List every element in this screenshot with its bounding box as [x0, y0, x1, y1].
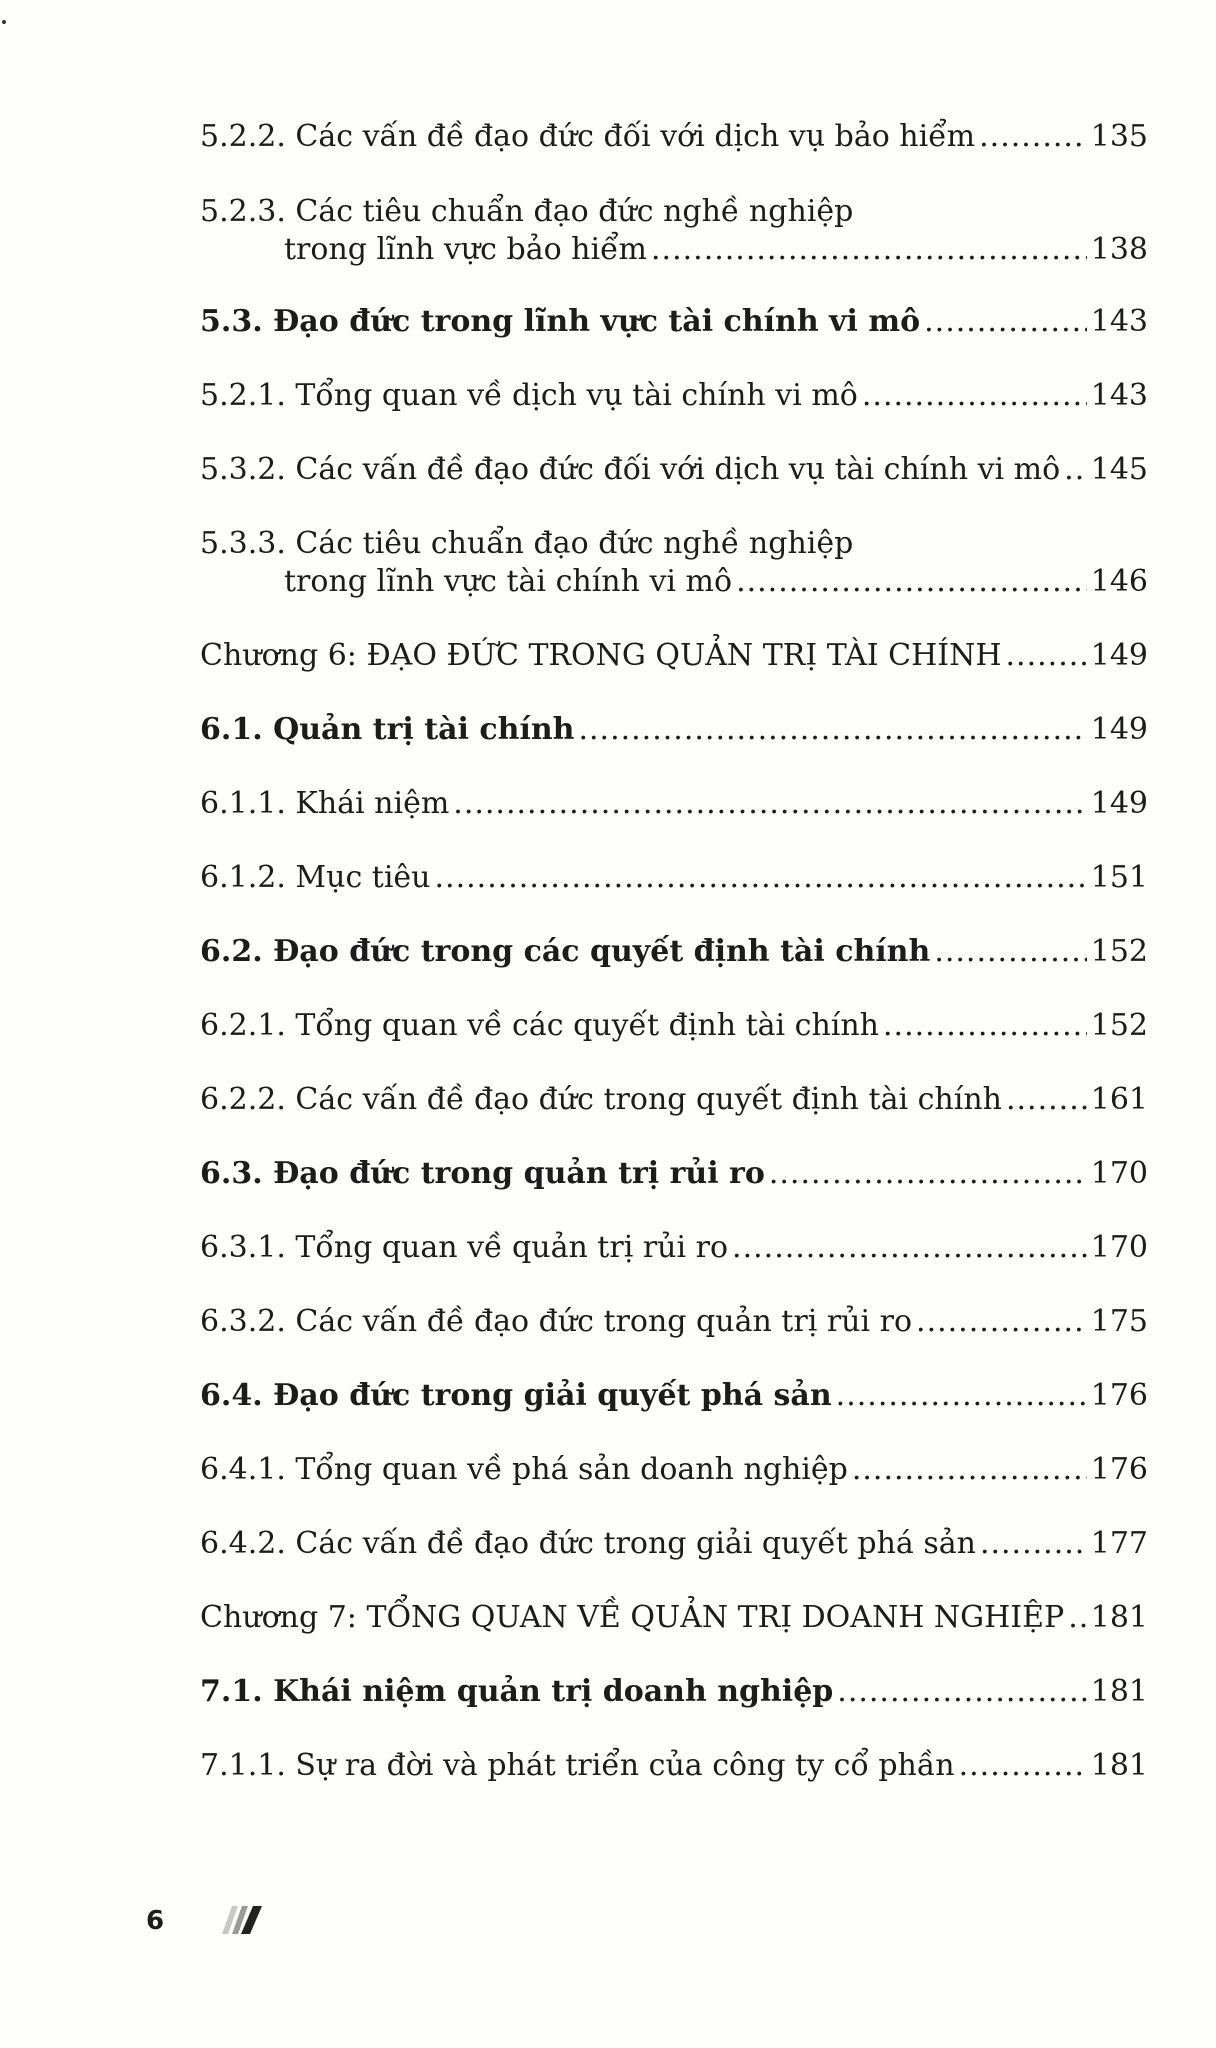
toc-entry-text: 6.2.2. Các vấn đề đạo đức trong quyết định tài chính — [200, 1082, 1002, 1117]
toc-entry-6-3[interactable] — [200, 1155, 1148, 1193]
dot-leader — [1006, 637, 1087, 675]
dot-leader — [852, 1451, 1087, 1489]
dot-leader — [1006, 1081, 1087, 1119]
dot-leader — [883, 1007, 1087, 1045]
table-of-contents — [200, 118, 1148, 1785]
toc-page-number: 149 — [1090, 786, 1148, 821]
toc-entry-text: 6.1. Quản trị tài chính — [200, 712, 575, 747]
toc-entry-5-3[interactable] — [200, 303, 1148, 341]
dot-leader — [732, 1229, 1087, 1267]
scan-speck — [2, 20, 6, 24]
toc-entry-6-4[interactable] — [200, 1377, 1148, 1415]
toc-entry-5-3-2[interactable] — [200, 451, 1148, 489]
toc-entry-6-2-2[interactable] — [200, 1081, 1148, 1119]
dot-leader — [736, 563, 1087, 601]
toc-entry-7-1-1[interactable] — [200, 1747, 1148, 1785]
dot-leader — [924, 303, 1087, 341]
dot-leader — [651, 231, 1087, 269]
toc-entry-6-4-2[interactable] — [200, 1525, 1148, 1563]
toc-page-number: 176 — [1090, 1378, 1148, 1413]
toc-entry-5-2-2[interactable] — [200, 118, 1148, 156]
toc-entry-text: 6.2.1. Tổng quan về các quyết định tài chính — [200, 1008, 879, 1043]
toc-page-number: 170 — [1090, 1230, 1148, 1265]
toc-entry-chapter-6[interactable] — [200, 637, 1148, 675]
dot-leader — [1068, 1599, 1087, 1637]
toc-entry-text: 7.1.1. Sự ra đời và phát triển của công ty cổ phần — [200, 1748, 955, 1783]
toc-page-number: 138 — [1090, 232, 1148, 267]
toc-entry-text: 6.4.1. Tổng quan về phá sản doanh nghiệp — [200, 1452, 848, 1487]
slash-ornament-icon — [222, 1904, 266, 1936]
dot-leader — [578, 711, 1086, 749]
toc-page-number: 143 — [1090, 378, 1148, 413]
toc-entry-6-4-1[interactable] — [200, 1451, 1148, 1489]
toc-page-number: 146 — [1090, 564, 1148, 599]
toc-entry-6-1-1[interactable] — [200, 785, 1148, 823]
toc-entry-text: 6.3.2. Các vấn đề đạo đức trong quản trị rủi ro — [200, 1304, 913, 1339]
dot-leader — [837, 1673, 1086, 1711]
toc-entry-text: 6.2. Đạo đức trong các quyết định tài chính — [200, 934, 931, 969]
toc-page-number: 176 — [1090, 1452, 1148, 1487]
toc-entry-text: Chương 6: ĐẠO ĐỨC TRONG QUẢN TRỊ TÀI CHÍNH — [200, 638, 1002, 673]
dot-leader — [979, 118, 1087, 156]
toc-entry-text: 5.3.2. Các vấn đề đạo đức đối với dịch vụ tài chính vi mô — [200, 452, 1061, 487]
toc-entry-6-2-1[interactable] — [200, 1007, 1148, 1045]
dot-leader — [916, 1303, 1087, 1341]
toc-entry-6-3-1[interactable] — [200, 1229, 1148, 1267]
toc-entry-text: 6.1.2. Mục tiêu — [200, 860, 431, 895]
toc-entry-text: 5.2.1. Tổng quan về dịch vụ tài chính vi mô — [200, 378, 858, 413]
toc-entry-5-3-3[interactable] — [200, 525, 1148, 601]
toc-entry-6-3-2[interactable] — [200, 1303, 1148, 1341]
toc-page-number: 143 — [1090, 304, 1148, 339]
toc-page-number: 177 — [1090, 1526, 1148, 1561]
toc-entry-text-line1: 5.2.3. Các tiêu chuẩn đạo đức nghề nghiệp — [200, 194, 854, 229]
toc-entry-5-2-3[interactable] — [200, 193, 1148, 269]
toc-entry-text: 7.1. Khái niệm quản trị doanh nghiệp — [200, 1674, 834, 1709]
dot-leader — [836, 1377, 1087, 1415]
toc-entry-text: 6.3. Đạo đức trong quản trị rủi ro — [200, 1156, 765, 1191]
toc-entry-7-1[interactable] — [200, 1673, 1148, 1711]
footer-page-number: 6 — [146, 1906, 165, 1936]
toc-page-number: 161 — [1090, 1082, 1148, 1117]
toc-entry-text: 6.1.1. Khái niệm — [200, 786, 450, 821]
toc-entry-6-1-2[interactable] — [200, 859, 1148, 897]
toc-page-number: 149 — [1090, 638, 1148, 673]
toc-page-number: 151 — [1090, 860, 1148, 895]
toc-entry-5-2-1[interactable] — [200, 377, 1148, 415]
dot-leader — [435, 859, 1087, 897]
toc-page-number: 175 — [1090, 1304, 1148, 1339]
toc-page-number: 149 — [1090, 712, 1148, 747]
toc-entry-chapter-7[interactable] — [200, 1599, 1148, 1637]
toc-entry-text: Chương 7: TỔNG QUAN VỀ QUẢN TRỊ DOANH NGHIỆP — [200, 1600, 1065, 1635]
toc-entry-text: 6.4. Đạo đức trong giải quyết phá sản — [200, 1378, 832, 1413]
toc-entry-text: 6.3.1. Tổng quan về quản trị rủi ro — [200, 1230, 729, 1265]
toc-page-number: 152 — [1090, 1008, 1148, 1043]
dot-leader — [862, 377, 1087, 415]
toc-entry-text: trong lĩnh vực bảo hiểm — [284, 232, 648, 267]
dot-leader — [1064, 451, 1087, 489]
toc-page-number: 181 — [1090, 1600, 1148, 1635]
toc-entry-text-line1: 5.3.3. Các tiêu chuẩn đạo đức nghề nghiệp — [200, 526, 854, 561]
dot-leader — [453, 785, 1086, 823]
dot-leader — [959, 1747, 1087, 1785]
toc-page-number: 145 — [1090, 452, 1148, 487]
toc-entry-text: 5.2.2. Các vấn đề đạo đức đối với dịch vụ bảo hiểm — [200, 119, 976, 154]
toc-entry-text: 5.3. Đạo đức trong lĩnh vực tài chính vi mô — [200, 304, 921, 339]
dot-leader — [934, 933, 1086, 971]
toc-page-number: 152 — [1090, 934, 1148, 969]
toc-page-number: 135 — [1090, 119, 1148, 154]
toc-page-number: 170 — [1090, 1156, 1148, 1191]
toc-page-number: 181 — [1090, 1674, 1148, 1709]
toc-entry-6-1[interactable] — [200, 711, 1148, 749]
toc-page-number: 181 — [1090, 1748, 1148, 1783]
toc-entry-text: trong lĩnh vực tài chính vi mô — [284, 564, 733, 599]
toc-entry-text: 6.4.2. Các vấn đề đạo đức trong giải quyết phá sản — [200, 1526, 976, 1561]
toc-entry-6-2[interactable] — [200, 933, 1148, 971]
dot-leader — [980, 1525, 1087, 1563]
dot-leader — [769, 1155, 1087, 1193]
